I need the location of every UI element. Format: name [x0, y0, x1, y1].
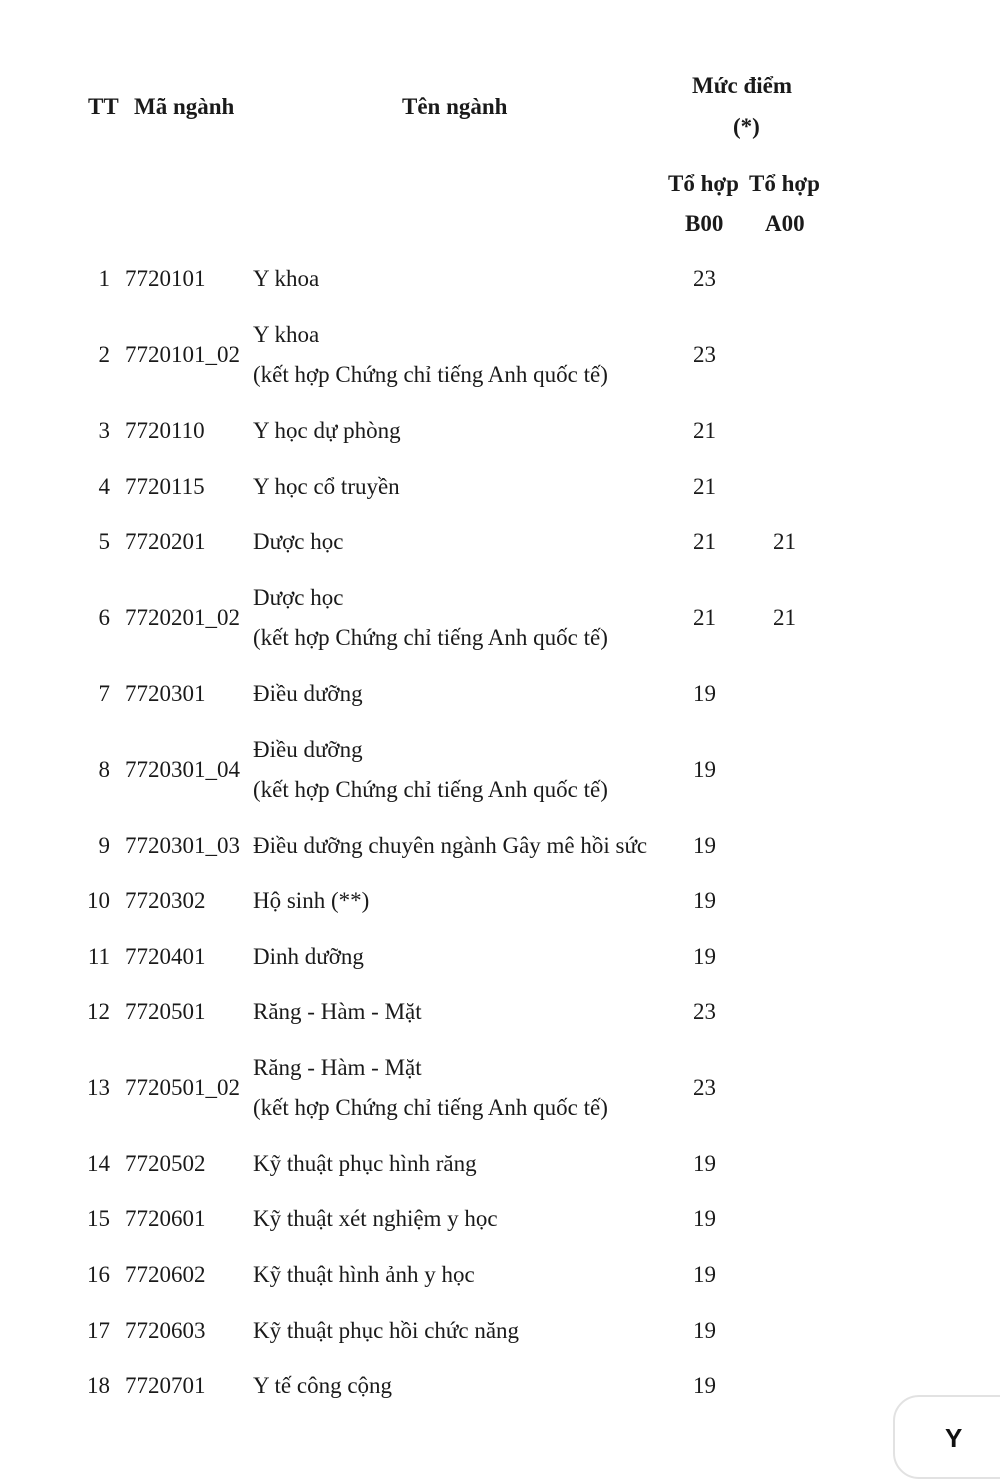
major-name-note: (kết hợp Chứng chỉ tiếng Anh quốc tế) — [253, 625, 608, 650]
score-b00: 19 — [693, 888, 716, 913]
major-name: Y học cổ truyền — [253, 474, 400, 499]
major-code: 7720501 — [125, 999, 206, 1024]
header-name: Tên ngành — [402, 94, 508, 119]
major-code: 7720301 — [125, 681, 206, 706]
major-name: Răng - Hàm - Mặt — [253, 1055, 422, 1080]
score-b00: 21 — [693, 418, 716, 443]
score-b00: 19 — [693, 833, 716, 858]
row-number: 14 — [87, 1151, 110, 1176]
major-code: 7720101 — [125, 266, 206, 291]
header-combo-b00-label: Tổ hợp — [668, 171, 739, 196]
header-combo-a00-label: Tổ hợp — [749, 171, 820, 196]
major-code: 7720201_02 — [125, 605, 240, 630]
major-name-note: (kết hợp Chứng chỉ tiếng Anh quốc tế) — [253, 1095, 608, 1120]
major-code: 7720602 — [125, 1262, 206, 1287]
row-number: 12 — [87, 999, 110, 1024]
row-number: 2 — [98, 342, 110, 367]
row-number: 11 — [87, 944, 110, 969]
row-number: 17 — [87, 1318, 110, 1343]
score-b00: 21 — [693, 605, 716, 630]
major-code: 7720301_04 — [125, 757, 240, 782]
major-code: 7720401 — [125, 944, 206, 969]
row-number: 8 — [98, 757, 110, 782]
major-name-note: (kết hợp Chứng chỉ tiếng Anh quốc tế) — [253, 362, 608, 387]
row-number: 10 — [87, 888, 110, 913]
score-b00: 21 — [693, 474, 716, 499]
score-a00: 21 — [773, 605, 796, 630]
header-score-note: (*) — [733, 114, 760, 139]
row-number: 7 — [98, 681, 110, 706]
major-code: 7720201 — [125, 529, 206, 554]
row-number: 3 — [98, 418, 110, 443]
score-b00: 19 — [693, 681, 716, 706]
major-name: Kỹ thuật phục hình răng — [253, 1151, 477, 1176]
major-name: Y học dự phòng — [253, 418, 401, 443]
score-b00: 23 — [693, 1075, 716, 1100]
header-tt: TT — [88, 94, 119, 119]
major-name: Hộ sinh (**) — [253, 888, 370, 913]
row-number: 13 — [87, 1075, 110, 1100]
score-b00: 23 — [693, 342, 716, 367]
row-number: 6 — [98, 605, 110, 630]
major-code: 7720501_02 — [125, 1075, 240, 1100]
major-name: Kỹ thuật phục hồi chức năng — [253, 1318, 520, 1343]
score-b00: 19 — [693, 1151, 716, 1176]
row-number: 18 — [87, 1373, 110, 1398]
row-number: 5 — [98, 529, 110, 554]
major-code: 7720302 — [125, 888, 206, 913]
score-b00: 21 — [693, 529, 716, 554]
major-name: Kỹ thuật hình ảnh y học — [253, 1262, 475, 1287]
score-b00: 19 — [693, 1206, 716, 1231]
major-name: Răng - Hàm - Mặt — [253, 999, 422, 1024]
row-number: 15 — [87, 1206, 110, 1231]
major-name: Kỹ thuật xét nghiệm y học — [253, 1206, 498, 1231]
major-name: Dược học — [253, 585, 344, 610]
major-code: 7720601 — [125, 1206, 206, 1231]
major-name: Dinh dưỡng — [253, 944, 364, 969]
score-b00: 19 — [693, 1318, 716, 1343]
score-b00: 23 — [693, 999, 716, 1024]
header-score-title: Mức điểm — [692, 73, 793, 98]
row-number: 1 — [98, 266, 110, 291]
major-name: Y tế công cộng — [253, 1373, 393, 1398]
major-code: 7720115 — [125, 474, 205, 499]
row-number: 4 — [98, 474, 110, 499]
major-name: Y khoa — [253, 322, 320, 347]
score-b00: 19 — [693, 1373, 716, 1398]
major-code: 7720101_02 — [125, 342, 240, 367]
header-combo-a00-code: A00 — [765, 211, 805, 236]
major-code: 7720701 — [125, 1373, 206, 1398]
major-name: Y khoa — [253, 266, 320, 291]
row-number: 16 — [87, 1262, 110, 1287]
major-name: Điều dưỡng chuyên ngành Gây mê hồi sức — [253, 833, 648, 858]
score-b00: 19 — [693, 944, 716, 969]
major-code: 7720110 — [125, 418, 205, 443]
row-number: 9 — [98, 833, 110, 858]
major-name: Điều dưỡng — [253, 737, 363, 762]
score-b00: 19 — [693, 1262, 716, 1287]
major-code: 7720502 — [125, 1151, 206, 1176]
major-name: Điều dưỡng — [253, 681, 363, 706]
score-a00: 21 — [773, 529, 796, 554]
overlay-card[interactable] — [893, 1395, 1000, 1479]
header-code: Mã ngành — [134, 94, 235, 119]
score-b00: 23 — [693, 266, 716, 291]
score-b00: 19 — [693, 757, 716, 782]
major-code: 7720301_03 — [125, 833, 240, 858]
major-name: Dược học — [253, 529, 344, 554]
major-name-note: (kết hợp Chứng chỉ tiếng Anh quốc tế) — [253, 777, 608, 802]
header-combo-b00-code: B00 — [685, 211, 724, 236]
overlay-card-letter: Y — [945, 1423, 963, 1453]
major-code: 7720603 — [125, 1318, 206, 1343]
